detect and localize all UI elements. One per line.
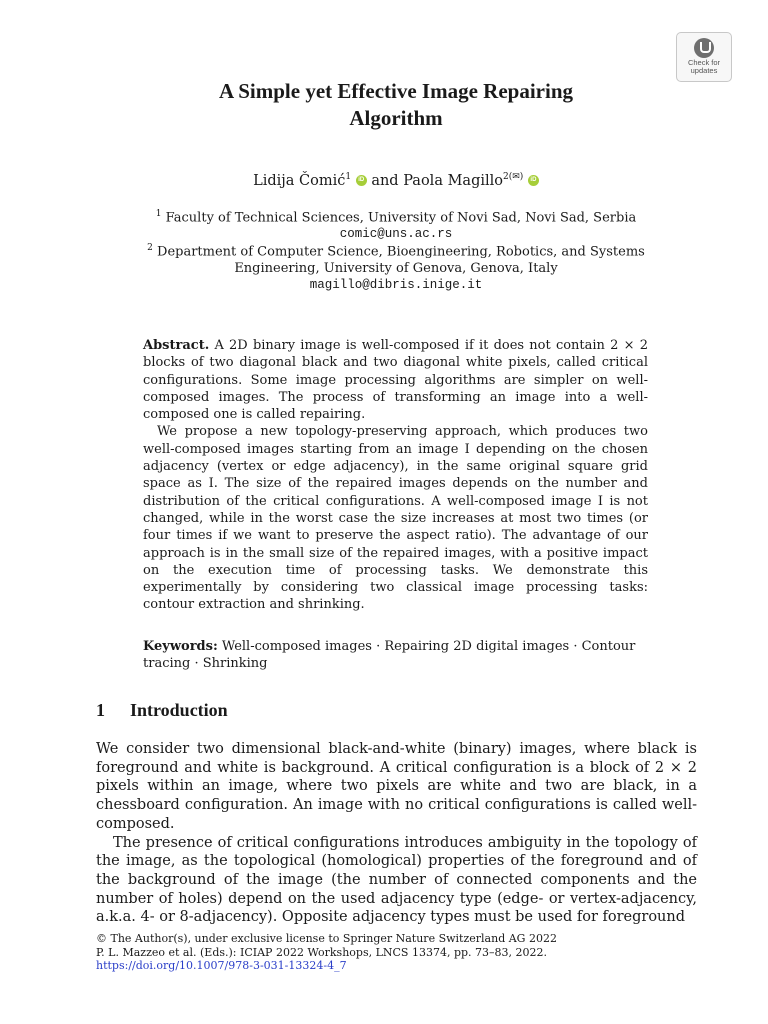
section-title: Introduction: [130, 700, 228, 720]
doi-link[interactable]: https://doi.org/10.1007/978-3-031-13324-4_7: [96, 959, 347, 972]
orcid-icon[interactable]: iD: [356, 175, 367, 186]
affiliation-2: [96, 240, 696, 294]
paper-title: [96, 78, 696, 132]
body-paragraph-2: The presence of critical configurations introduces ambiguity in the topology of the image, as the topological (homological) properties of the foreground and of the background of the image (the number of connected components and the number of holes) depend on the used adjacency type (edge- or vertex-adjacency, a.k.a. 4- or 8-adjacency). Opposite adjacency types must be used for foreground: [96, 834, 697, 926]
abstract-paragraph-2: We propose a new topology-preserving approach, which produces two well-composed images starting from an image I depending on the chosen adjacency (vertex or edge adjacency), in the same original square grid space as I. The size of the repaired images depends on the number and distribution of the critical configurations. A well-composed image I is not changed, while in the worst case the size increases at most two times (or four times if we want to preserve the aspect ratio). The advantage of our approach is in the small size of the repaired images, with a positive impact on the execution time of processing tasks. We demonstrate this experimentally by considering two classical image processing tasks: contour extraction and shrinking.: [143, 424, 648, 613]
title-line-1: A Simple yet Effective Image Repairing: [218, 79, 574, 103]
affiliation-text: Department of Computer Science, Bioengineering, Robotics, and Systems: [157, 244, 645, 260]
keywords-text: Well-composed images · Repairing 2D digital images · Contour tracing · Shrinking: [143, 639, 636, 672]
section-number: 1: [96, 700, 105, 720]
section-heading: [96, 700, 228, 721]
author-2-name: Paola Magillo: [403, 172, 503, 189]
affiliation-text-continued: Engineering, University of Genova, Genova, Italy: [234, 261, 558, 277]
author-list: [96, 172, 696, 189]
badge-line-2: updates: [690, 66, 718, 75]
abstract: [143, 337, 648, 614]
orcid-icon[interactable]: iD: [528, 175, 539, 186]
title-line-2: Algorithm: [349, 106, 443, 130]
copyright-line: © The Author(s), under exclusive license to Springer Nature Switzerland AG 2022: [96, 932, 557, 945]
author-1-name: Lidija Čomić: [253, 172, 346, 189]
body-text: [96, 740, 697, 927]
page-footer: [96, 932, 557, 973]
affiliation-number: 2: [147, 243, 153, 253]
abstract-label: Abstract.: [143, 338, 210, 353]
affiliation-email[interactable]: comic@uns.ac.rs: [339, 227, 453, 242]
badge-line-1: Check for: [687, 58, 721, 67]
author-1-affiliation-mark: 1: [345, 172, 352, 182]
keywords-label: Keywords:: [143, 639, 218, 654]
affiliation-text: Faculty of Technical Sciences, University of Novi Sad, Novi Sad, Serbia: [165, 210, 637, 226]
abstract-paragraph-1: A 2D binary image is well-composed if it does not contain 2 × 2 blocks of two diagonal black and two diagonal white pixels, called critical configurations. Some image processing algorithms are simpler on well-composed images. The process of transforming an image into a well-composed one is called repairing.: [143, 338, 648, 423]
check-for-updates-badge[interactable]: [676, 32, 732, 82]
affiliation-email[interactable]: magillo@dibris.inige.it: [309, 278, 483, 293]
citation-line: P. L. Mazzeo et al. (Eds.): ICIAP 2022 Workshops, LNCS 13374, pp. 73–83, 2022.: [96, 945, 547, 959]
affiliation-number: 1: [155, 209, 162, 219]
keywords: [143, 638, 648, 673]
bookmark-icon: [694, 38, 714, 58]
author-2-affiliation-mark: 2(✉): [503, 172, 524, 182]
author-conjunction: and: [371, 172, 399, 189]
affiliation-1: [96, 206, 696, 243]
body-paragraph-1: We consider two dimensional black-and-white (binary) images, where black is foreground and white is background. A critical configuration is a block of 2 × 2 pixels within an image, where two pixels are white and two are black, in a chessboard configuration. An image with no critical configurations is called well-composed.: [96, 741, 697, 832]
